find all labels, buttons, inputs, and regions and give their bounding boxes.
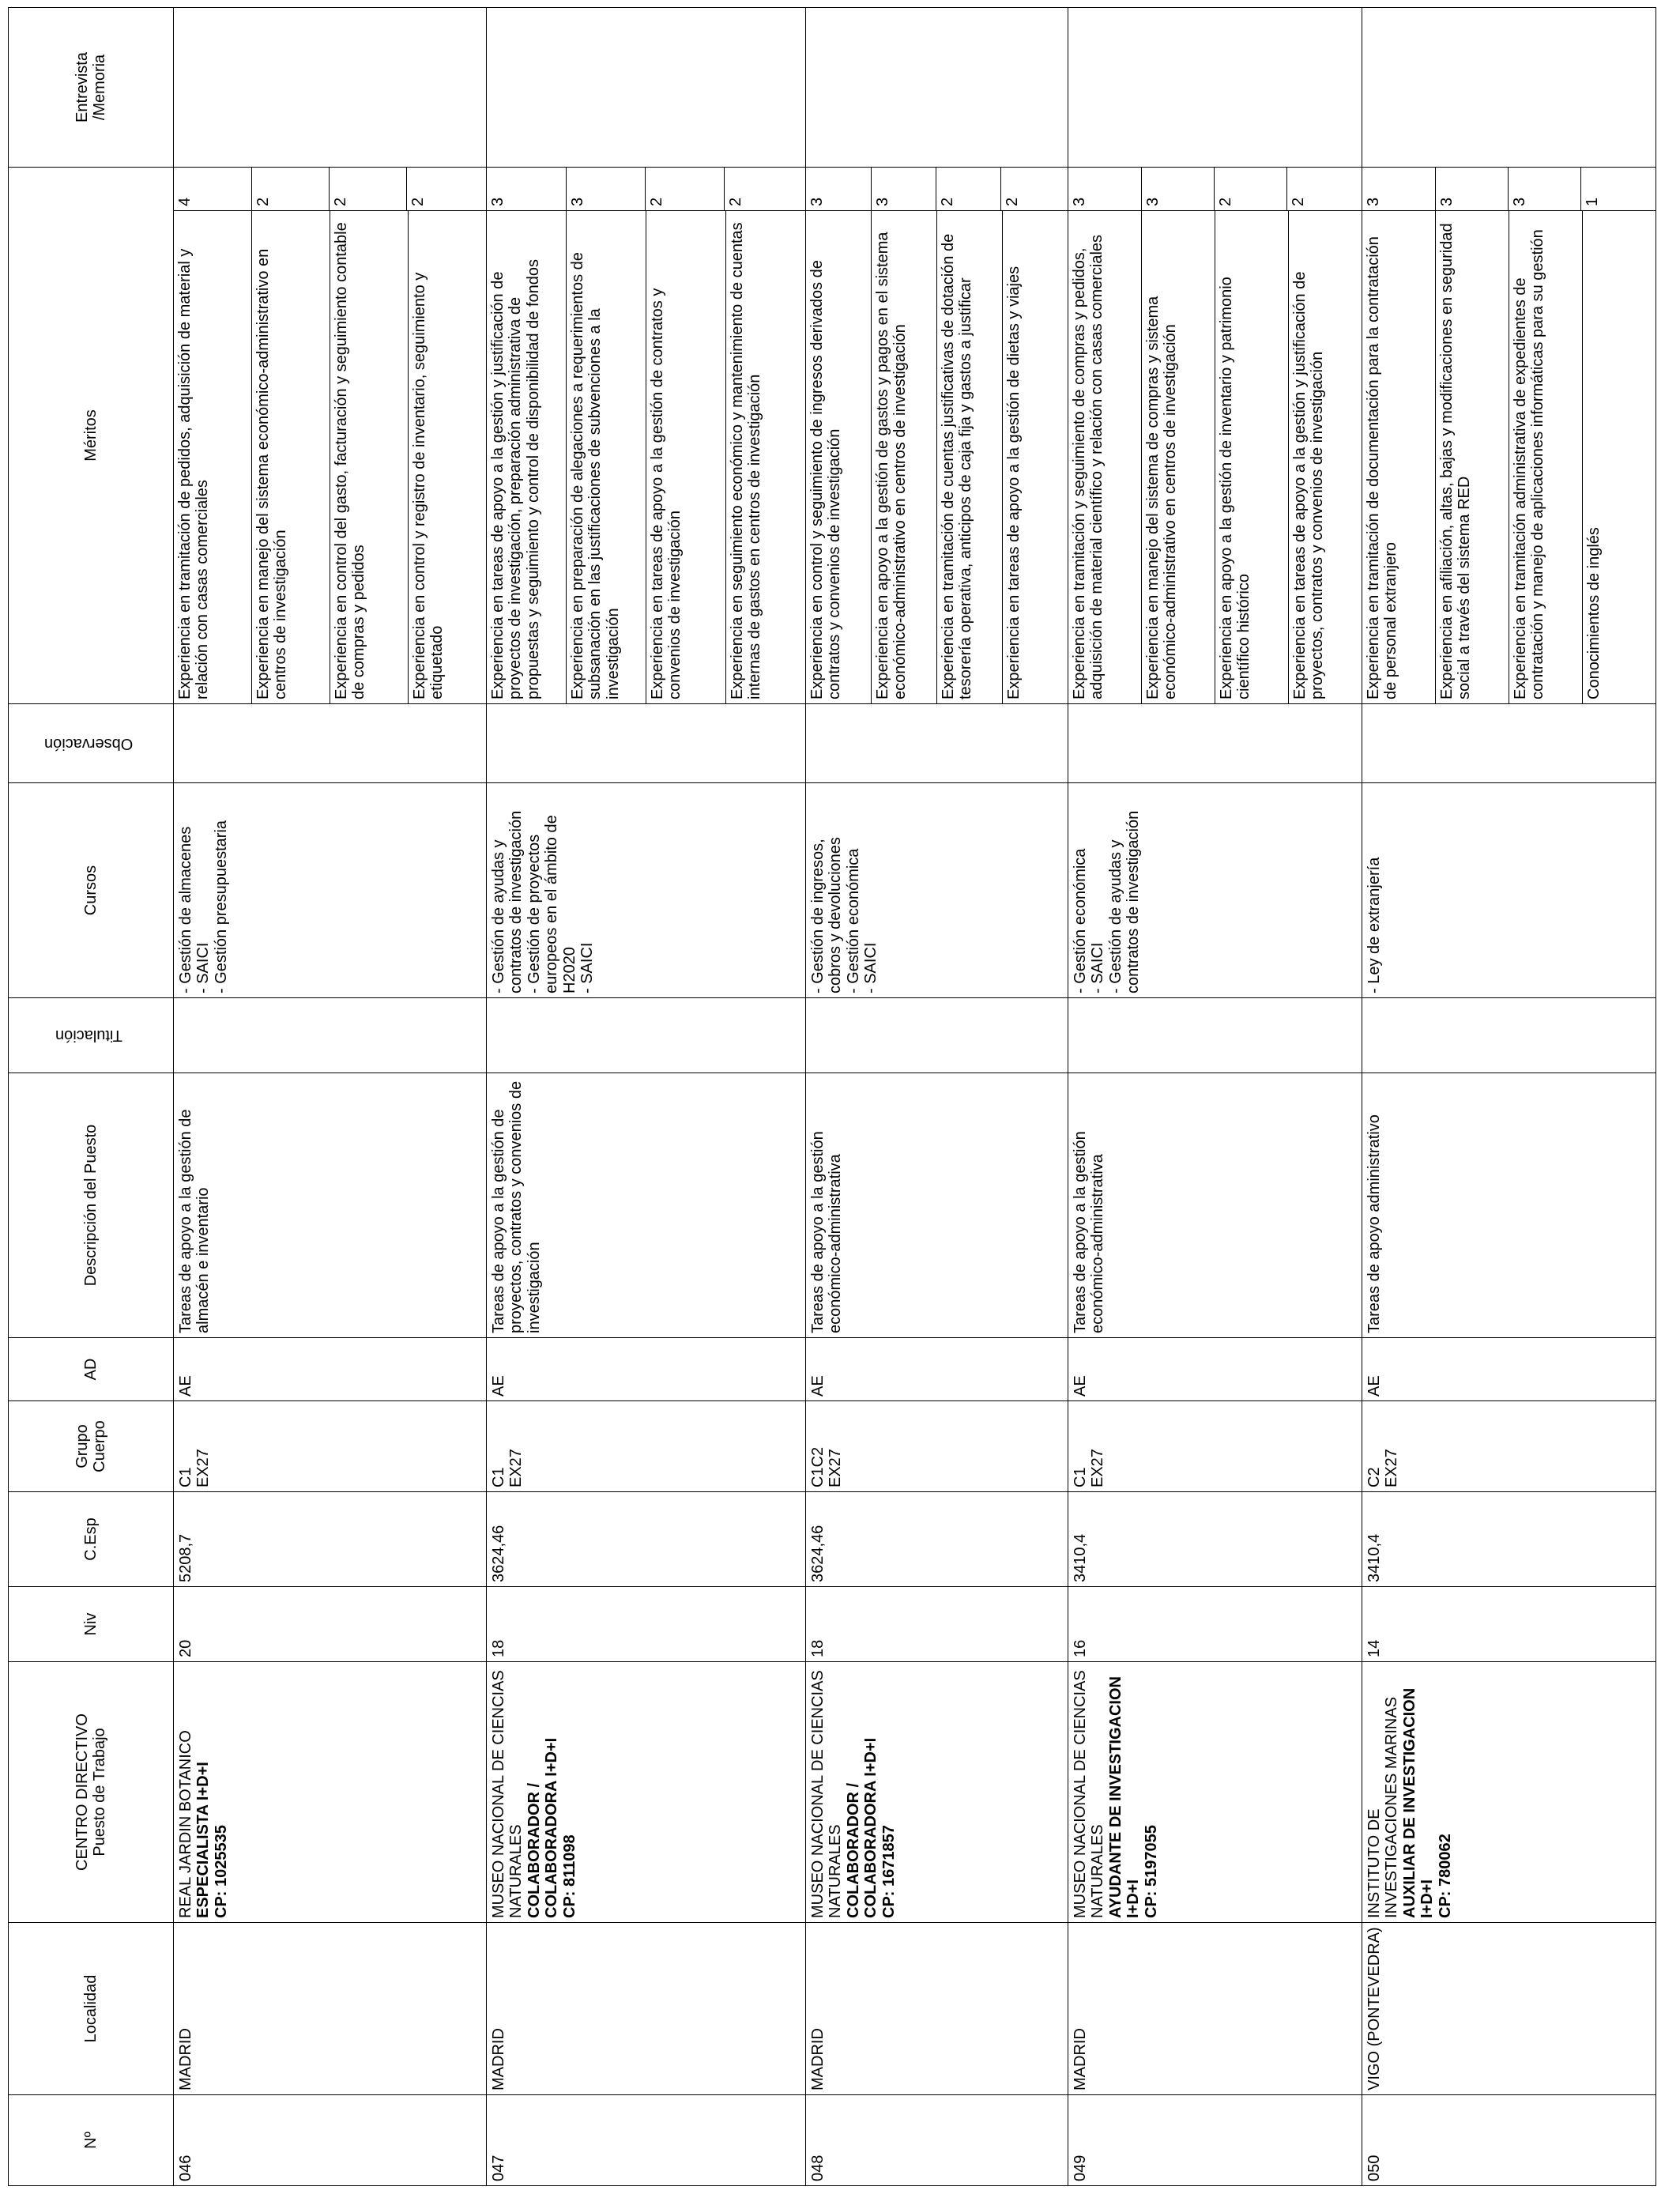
- header-titulacion: Titulación: [9, 998, 174, 1073]
- row-num: 049: [1068, 2095, 1362, 2186]
- merito-item: [1288, 211, 1362, 703]
- row-cursos: [1068, 783, 1362, 998]
- header-observacion: Observación: [9, 704, 174, 783]
- curso-item: - Gestión de proyectos europeos en el ámbito de H2020: [525, 815, 578, 993]
- row-num: 047: [487, 2095, 806, 2186]
- header-cursos: Cursos: [9, 783, 174, 998]
- curso-item: - Gestión presupuestaria: [212, 820, 230, 993]
- merito-item: [1509, 211, 1582, 703]
- grupo: C1: [177, 1467, 194, 1487]
- merito-puntos: 2: [1000, 168, 1065, 210]
- row-ad: AE: [1362, 1338, 1656, 1401]
- curso-item: - Gestión de ayudas y contratos de investigación: [490, 810, 525, 993]
- row-cursos: [174, 783, 487, 998]
- merito-puntos: 3: [489, 197, 507, 206]
- row-descripcion: Tareas de apoyo administrativo: [1362, 1073, 1656, 1338]
- merito-puntos: 3: [1435, 168, 1508, 210]
- curso-item: - Gestión de ingresos, cobros y devoluciones: [809, 837, 845, 993]
- centro-directivo: MUSEO NACIONAL DE CIENCIAS NATURALES: [809, 1670, 845, 1918]
- merito-puntos: 2: [406, 168, 484, 210]
- header-cesp: C.Esp: [9, 1492, 174, 1587]
- row-niv: 16: [1068, 1587, 1362, 1662]
- row-ad: AE: [806, 1338, 1068, 1401]
- row-ad: AE: [174, 1338, 487, 1401]
- row-localidad: MADRID: [806, 1923, 1068, 2095]
- curso-item: - SAICI: [862, 942, 880, 993]
- row-titulacion: [1068, 998, 1362, 1073]
- job-positions-table: [8, 7, 1656, 2186]
- codigo-puesto: CP: 1025535: [212, 1825, 230, 1918]
- row-descripcion: Tareas de apoyo a la gestión de proyectos, contratos y convenios de investigación: [487, 1073, 806, 1338]
- row-cesp: 3624,46: [806, 1492, 1068, 1587]
- row-localidad: VIGO (PONTEVEDRA): [1362, 1923, 1656, 2095]
- merito-text: Experiencia en control y seguimiento de ingresos derivados de contratos y convenios de investigación: [808, 260, 844, 699]
- row-localidad: MADRID: [487, 1923, 806, 2095]
- table-row: [487, 7, 806, 2185]
- cursos-list: [490, 787, 596, 993]
- row-ad: AE: [487, 1338, 806, 1401]
- row-titulacion: [174, 998, 487, 1073]
- curso-item: - Gestión económica: [1072, 848, 1089, 993]
- merito-puntos: 3: [1141, 168, 1214, 210]
- merito-puntos: 3: [1071, 197, 1088, 206]
- cuerpo: EX27: [194, 1449, 213, 1487]
- merito-item: [1362, 211, 1435, 703]
- row-num: 048: [806, 2095, 1068, 2186]
- row-cesp: 3410,4: [1362, 1492, 1656, 1587]
- merito-text: Experiencia en tareas de apoyo a la gestión de contratos y convenios de investigación: [649, 288, 684, 699]
- merito-item: [936, 211, 1002, 703]
- row-centro: [1362, 1662, 1656, 1923]
- merito-item: [408, 211, 486, 703]
- row-niv: 20: [174, 1587, 487, 1662]
- row-num: 046: [174, 2095, 487, 2186]
- merito-item: [725, 211, 805, 703]
- centro-directivo: REAL JARDIN BOTANICO: [177, 1730, 194, 1918]
- row-grupo-cuerpo: [1362, 1401, 1656, 1492]
- merito-item: [174, 211, 251, 703]
- cuerpo: EX27: [827, 1449, 845, 1487]
- merito-puntos: 2: [251, 168, 329, 210]
- row-cesp: 3410,4: [1068, 1492, 1362, 1587]
- merito-puntos: 2: [1286, 168, 1359, 210]
- row-observacion: [174, 704, 487, 783]
- table-row: [1362, 7, 1656, 2185]
- curso-item: - SAICI: [1089, 942, 1107, 993]
- merito-text: Experiencia en manejo del sistema económico-administrativo en centros de investigación: [254, 248, 290, 699]
- merito-puntos: 2: [645, 168, 724, 210]
- merito-text: Experiencia en apoyo a la gestión de inventario y patrimonio científico histórico: [1218, 277, 1253, 699]
- curso-item: - Gestión de ayudas y contratos de investigación: [1106, 810, 1143, 993]
- merito-item: [487, 211, 566, 703]
- curso-item: - Ley de extranjería: [1365, 857, 1383, 993]
- codigo-puesto: CP: 5197055: [1142, 1825, 1160, 1918]
- cuerpo: EX27: [1383, 1449, 1401, 1487]
- codigo-puesto: CP: 811098: [560, 1834, 578, 1918]
- row-centro: [806, 1662, 1068, 1923]
- merito-item: [646, 211, 725, 703]
- grupo: C1: [490, 1467, 507, 1487]
- row-observacion: [487, 704, 806, 783]
- row-meritos: [1362, 211, 1656, 704]
- merito-text: Experiencia en tramitación y seguimiento de compras y pedidos, adquisición de material científico y relación con casas comerciales: [1071, 234, 1106, 699]
- header-meritos: Méritos: [9, 167, 174, 703]
- row-descripcion: Tareas de apoyo a la gestión de almacén e inventario: [174, 1073, 487, 1338]
- table-body: [174, 7, 1656, 2185]
- merito-puntos: 4: [176, 197, 194, 206]
- cuerpo: EX27: [507, 1449, 525, 1487]
- merito-text: Experiencia en tareas de apoyo a la gestión y justificación de proyectos de investigación, preparación administrativa de propuestas y seguimiento y control de disponibilidad de fondos: [489, 258, 542, 699]
- merito-puntos: 2: [936, 168, 1000, 210]
- merito-item: [1435, 211, 1509, 703]
- curso-item: - Gestión de almacenes: [177, 826, 194, 993]
- merito-text: Conocimientos de inglés: [1585, 527, 1603, 699]
- cuerpo: EX27: [1089, 1449, 1107, 1487]
- header-num: Nº: [9, 2095, 174, 2186]
- row-entrevista: [1068, 7, 1362, 167]
- row-meritos-puntos: [1068, 167, 1362, 210]
- merito-text: Experiencia en tramitación de cuentas justificativas de dotación de tesorería operativa, anticipos de caja fija y gastos a justificar: [940, 233, 975, 699]
- merito-text: Experiencia en tareas de apoyo a la gestión de dietas y viajes: [1005, 266, 1023, 699]
- header-entrevista: Entrevista /Memoria: [9, 7, 174, 167]
- row-titulacion: [1362, 998, 1656, 1073]
- header-ad: AD: [9, 1338, 174, 1401]
- row-meritos: [487, 211, 806, 704]
- header-centro: CENTRO DIRECTIVO Puesto de Trabajo: [9, 1662, 174, 1923]
- merito-puntos: 3: [871, 168, 936, 210]
- merito-text: Experiencia en tramitación de documentación para la contratación de personal extranjero: [1365, 236, 1400, 699]
- row-num: 050: [1362, 2095, 1656, 2186]
- row-meritos-puntos: [806, 167, 1068, 210]
- row-titulacion: [806, 998, 1068, 1073]
- header-descripcion: Descripción del Puesto: [9, 1073, 174, 1338]
- puesto-trabajo: ESPECIALISTA I+D+I: [194, 1762, 213, 1918]
- merito-puntos: 3: [566, 168, 645, 210]
- row-observacion: [1362, 704, 1656, 783]
- merito-puntos: 1: [1580, 168, 1653, 210]
- header-niv: Niv: [9, 1587, 174, 1662]
- merito-item: [566, 211, 646, 703]
- row-centro: [174, 1662, 487, 1923]
- centro-directivo: MUSEO NACIONAL DE CIENCIAS NATURALES: [490, 1670, 525, 1918]
- grupo: C1: [1072, 1467, 1089, 1487]
- puesto-trabajo: COLABORADOR / COLABORADORA I+D+I: [844, 1737, 880, 1918]
- table-row: [1068, 7, 1362, 2185]
- row-centro: [1068, 1662, 1362, 1923]
- merito-item: [1215, 211, 1288, 703]
- row-niv: 18: [806, 1587, 1068, 1662]
- row-meritos: [1068, 211, 1362, 704]
- row-entrevista: [487, 7, 806, 167]
- merito-puntos: 3: [808, 197, 826, 206]
- curso-item: - SAICI: [194, 942, 213, 993]
- table-row: [174, 7, 487, 2185]
- cursos-list: [1072, 787, 1143, 993]
- row-ad: AE: [1068, 1338, 1362, 1401]
- puesto-trabajo: AUXILIAR DE INVESTIGACION I+D+I: [1400, 1687, 1437, 1918]
- header-localidad: Localidad: [9, 1923, 174, 2095]
- merito-text: Experiencia en control del gasto, facturación y seguimiento contable de compras y pedidos: [333, 222, 368, 699]
- table-row: [806, 7, 1068, 2185]
- row-niv: 14: [1362, 1587, 1656, 1662]
- merito-text: Experiencia en afiliación, altas, bajas y modificaciones en seguridad social a través del sistema RED: [1438, 223, 1474, 699]
- puesto-trabajo: AYUDANTE DE INVESTIGACION I+D+I: [1106, 1676, 1143, 1918]
- merito-text: Experiencia en seguimiento económico y mantenimiento de cuentas internas de gastos en centros de investigación: [729, 222, 764, 699]
- merito-puntos: 3: [1508, 168, 1580, 210]
- cursos-list: [809, 787, 880, 993]
- merito-item: [251, 211, 330, 703]
- row-entrevista: [174, 7, 487, 167]
- row-descripcion: Tareas de apoyo a la gestión económico-administrativa: [1068, 1073, 1362, 1338]
- centro-directivo: MUSEO NACIONAL DE CIENCIAS NATURALES: [1072, 1670, 1107, 1918]
- row-centro: [487, 1662, 806, 1923]
- centro-directivo: INSTITUTO DE INVESTIGACIONES MARINAS: [1365, 1696, 1401, 1918]
- merito-item: [806, 211, 871, 703]
- merito-puntos: 2: [1214, 168, 1286, 210]
- merito-text: Experiencia en preparación de alegaciones a requerimientos de subsanación en las justificaciones de subvenciones a la investigación: [569, 252, 622, 699]
- row-titulacion: [487, 998, 806, 1073]
- header-grupo: Grupo Cuerpo: [9, 1401, 174, 1492]
- row-meritos-puntos: [174, 167, 487, 210]
- curso-item: - SAICI: [578, 942, 596, 993]
- merito-puntos: 2: [329, 168, 406, 210]
- merito-text: Experiencia en manejo del sistema de compras y sistema económico-administrativo en centros de investigación: [1144, 296, 1180, 699]
- row-localidad: MADRID: [1068, 1923, 1362, 2095]
- cursos-list: [1365, 787, 1383, 993]
- curso-item: - Gestión económica: [844, 848, 862, 993]
- merito-text: Experiencia en apoyo a la gestión de gastos y pagos en el sistema económico-administrativo en centros de investigación: [874, 232, 910, 699]
- merito-item: [1141, 211, 1215, 703]
- row-entrevista: [1362, 7, 1656, 167]
- row-descripcion: Tareas de apoyo a la gestión económico-administrativa: [806, 1073, 1068, 1338]
- merito-item: [330, 211, 408, 703]
- puesto-trabajo: COLABORADOR / COLABORADORA I+D+I: [525, 1737, 561, 1918]
- merito-puntos: 2: [724, 168, 803, 210]
- merito-text: Experiencia en tareas de apoyo a la gestión y justificación de proyectos, contratos y convenios de investigación: [1291, 271, 1327, 699]
- grupo: C2: [1365, 1467, 1383, 1487]
- merito-text: Experiencia en control y registro de inventario, seguimiento y etiquetado: [411, 272, 446, 699]
- merito-text: Experiencia en tramitación de pedidos, adquisición de material y relación con casas comerciales: [176, 248, 212, 699]
- row-meritos: [806, 211, 1068, 704]
- row-grupo-cuerpo: [1068, 1401, 1362, 1492]
- codigo-puesto: CP: 780062: [1436, 1834, 1454, 1918]
- row-niv: 18: [487, 1587, 806, 1662]
- row-meritos: [174, 211, 487, 704]
- merito-item: [1002, 211, 1068, 703]
- row-entrevista: [806, 7, 1068, 167]
- grupo: C1C2: [809, 1446, 827, 1487]
- row-grupo-cuerpo: [806, 1401, 1068, 1492]
- row-localidad: MADRID: [174, 1923, 487, 2095]
- codigo-puesto: CP: 1671857: [880, 1825, 898, 1918]
- row-meritos-puntos: [1362, 167, 1656, 210]
- row-cesp: 5208,7: [174, 1492, 487, 1587]
- row-cursos: [1362, 783, 1656, 998]
- merito-item: [1582, 211, 1656, 703]
- row-observacion: [806, 704, 1068, 783]
- merito-text: Experiencia en tramitación administrativa de expedientes de contratación y manejo de aplicaciones informáticas para su gestión: [1512, 229, 1547, 699]
- merito-item: [871, 211, 936, 703]
- header-row: [9, 7, 174, 2185]
- cursos-list: [177, 787, 230, 993]
- row-cursos: [806, 783, 1068, 998]
- row-cesp: 3624,46: [487, 1492, 806, 1587]
- merito-item: [1068, 211, 1141, 703]
- row-observacion: [1068, 704, 1362, 783]
- row-cursos: [487, 783, 806, 998]
- merito-puntos: 3: [1365, 197, 1382, 206]
- row-grupo-cuerpo: [487, 1401, 806, 1492]
- row-meritos-puntos: [487, 167, 806, 210]
- row-grupo-cuerpo: [174, 1401, 487, 1492]
